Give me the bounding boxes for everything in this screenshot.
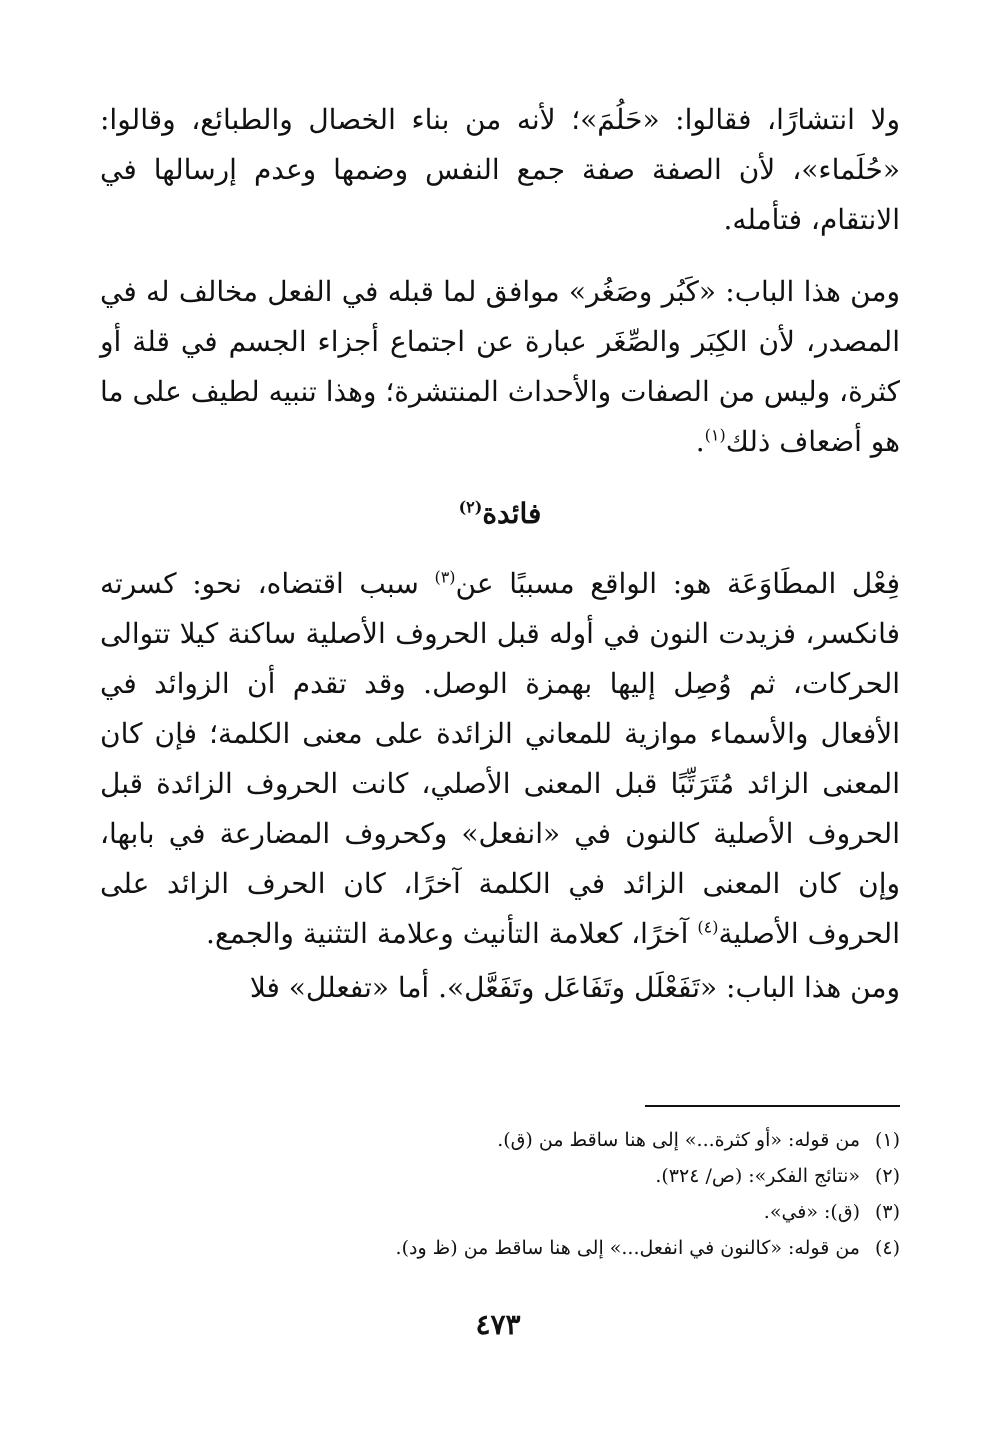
section-heading: [100, 489, 900, 539]
footnote-3-number: (٣): [874, 1201, 900, 1223]
last-paragraph-text: ومن هذا الباب: «تَفَعْلَل وتَفَاعَل وتَفَعَّل». أما «تفعلل» فلا: [249, 971, 900, 1004]
paragraph-2-tail: .: [695, 425, 705, 458]
paragraph-1: [100, 95, 900, 245]
main-paragraph: [100, 559, 900, 959]
paragraph-2: [100, 267, 900, 467]
footnote-4-number: (٤): [874, 1237, 900, 1259]
footnote-2: [100, 1158, 900, 1194]
main-paragraph-part-2: سبب اقتضاه، نحو: كسرته فانكسر، فزيدت النون في أوله قبل الحروف الأصلية ساكنة كيلا تتوالى الحركات، ثم وُصِل إليها بهمزة الوصل. وقد تقدم أن الزوائد في الأفعال والأسماء موازية للمعاني الزائدة على معنى الكلمة؛ فإن كان المعنى الزائد مُتَرَتِّبًا قبل المعنى الأصلي، كانت الحروف الزائدة قبل الحروف الأصلية كالنون في «انفعل» وكحروف المضارعة في بابها، وإن كان المعنى الزائد في الكلمة آخرًا، كان الحرف الزائد على الحروف الأصلية: [100, 567, 900, 950]
footnotes: [100, 1122, 900, 1266]
footnote-3: [100, 1194, 900, 1230]
footnote-ref-2[interactable]: (٢): [458, 497, 483, 517]
paragraph-1-text: ولا انتشارًا، فقالوا: «حَلُمَ»؛ لأنه من بناء الخصال والطبائع، وقالوا: «حُلَماء»، لأن الصفة صفة جمع النفس وضمها وعدم إرسالها في الانتقام، فتأمله.: [100, 103, 900, 236]
section-heading-text: فائدة: [482, 497, 542, 530]
last-paragraph: [100, 963, 900, 1013]
footnote-2-text: «نتائج الفكر»: (ص/ ٣٢٤).: [655, 1165, 860, 1187]
footnote-4-text: من قوله: «كالنون في انفعل...» إلى هنا ساقط من (ظ ود).: [395, 1237, 860, 1259]
footnote-3-text: (ق): «في».: [763, 1201, 860, 1223]
page-number: ٤٧٣: [475, 1308, 521, 1341]
footnote-ref-3[interactable]: (٣): [434, 567, 456, 587]
footnote-1-text: من قوله: «أو كثرة...» إلى هنا ساقط من (ق).: [497, 1129, 860, 1151]
main-paragraph-part-1: فِعْل المطَاوَعَة هو: الواقع مسببًا عن: [455, 567, 901, 600]
footnote-4: [100, 1230, 900, 1266]
page-body: [100, 95, 900, 1013]
footnote-divider: [645, 1105, 900, 1107]
footnote-ref-4[interactable]: (٤): [697, 917, 719, 937]
footnote-1: [100, 1122, 900, 1158]
main-paragraph-part-3: آخرًا، كعلامة التأنيث وعلامة التثنية والجمع.: [206, 917, 698, 950]
footnote-ref-1[interactable]: (١): [704, 425, 726, 445]
footnote-1-number: (١): [874, 1129, 900, 1151]
footnote-2-number: (٢): [874, 1165, 900, 1187]
paragraph-2-text: ومن هذا الباب: «كَبُر وصَغُر» موافق لما قبله في الفعل مخالف له في المصدر، لأن الكِبَر والصِّغَر عبارة عن اجتماع أجزاء الجسم في قلة أو كثرة، وليس من الصفات والأحداث المنتشرة؛ وهذا تنبيه لطيف على ما هو أضعاف ذلك: [100, 275, 900, 458]
